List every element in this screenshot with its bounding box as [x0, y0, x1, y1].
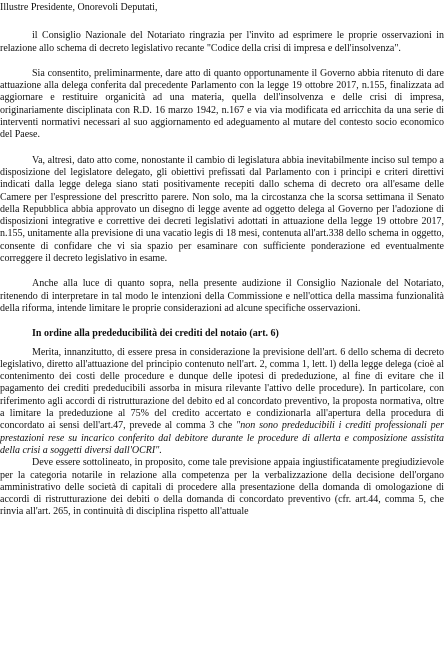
document-body	[0, 2, 444, 532]
paragraph-article-6	[0, 347, 444, 458]
paragraph-article-6-text: Merita, innanzitutto, di essere presa in considerazione la previsione dell'art. 6 dello schema di decreto legislativo, diretto all'attuazione del principio contenuto nell'art. 2, comma 1, lett. l) della legge delega (cioè al contenimento dei costi delle procedure e dunque delle ipotesi di prededuzione, al fine di evitare che il pagamento dei crediti prededucibili assorba in misura rilevante l'attivo delle procedure). In particolare, con riferimento agli accordi di ristrutturazione del debito ed al concordato preventivo, la proposta normativa, oltre a limitare la prededuzione al 75% del credito accertato e condizionarla all'apertura della procedura di concordato ai sensi dell'art.47, prevede al comma 3 che	[0, 346, 444, 432]
paragraph-intro: il Consiglio Nazionale del Notariato ringrazia per l'invito ad esprimere le proprie osservazioni in relazione allo schema di decreto legislativo recante "Codice della crisi di impresa e dell'insolvenza".	[0, 30, 444, 54]
section-heading: In ordine alla prededucibilità dei crediti del notaio (art. 6)	[32, 328, 279, 340]
paragraph-notarial-category: Deve essere sottolineato, in proposito, come tale previsione appaia ingiustificatamente pregiudizievole per la categoria notarile in relazione alla competenza per la verbalizzazione della decisione dell'organo amministrativo delle società di capitali di procedere alla presentazione della domanda di omologazione di accordi di ristrutturazione dei debiti o della domanda di concordato preventivo (cfr. art.44, comma 5, che rinvia all'art. 265, in continuità di disciplina rispetto all'attuale	[0, 457, 444, 518]
paragraph-hearing: Anche alla luce di quanto sopra, nella presente audizione il Consiglio Nazionale del Notariato, ritenendo di interpretare in tal modo le intenzioni della Commissione e nell'ottica della massima funzionalità della riforma, intende limitare le proprie considerazioni ad alcune specifiche osservazioni.	[0, 278, 444, 314]
paragraph-legislature: Va, altresì, dato atto come, nonostante il cambio di legislatura abbia inevitabilmente inciso sul tempo a disposizione del legislatore delegato, gli obiettivi prefissati dal Parlamento con i principi e criteri direttivi indicati dalla legge delega siano stati positivamente recepiti dallo schema di decreto ora all'esame delle Camere per l'espressione del prescritto parere. Non solo, ma la circostanza che la scorsa settimana il Senato della Repubblica abbia approvato un disegno di legge avente ad oggetto delega al Governo per l'adozione di disposizioni integrative e correttive dei decreti legislativi adottati in attuazione della legge 19 ottobre 2017, n.155, unitamente alla previsione di una vacatio legis di 18 mesi, contenuta all'art.338 dello schema in oggetto, consente di confidare che vi sia spazio per esaminare con sufficiente ponderazione ed eventualmente correggere il decreto legislativo in esame.	[0, 154, 444, 265]
salutation: Illustre Presidente, Onorevoli Deputati,	[0, 2, 158, 13]
paragraph-article-6-quote: "non sono prededucibili i crediti professionali per prestazioni rese su incarico conferito dal debitore durante le procedure di allerta e composizione assistita della crisi a soggetti diversi dall'OCRI".	[0, 420, 444, 456]
paragraph-preliminary: Sia consentito, preliminarmente, dare atto di quanto opportunamente il Governo abbia ritenuto di dare attuazione alla delega conferita dal precedente Parlamento con la legge 19 ottobre 2017, n.155, finalizzata ad aggiornare e restituire organicità ad una materia, quella dell'insolvenza e delle crisi di impresa, originariamente disciplinata con R.D. 16 marzo 1942, n.167 e via via modificata ed arricchita da una serie di interventi normativi necessari al suo aggiornamento ed adeguamento al mutare del contesto socio economico del Paese.	[0, 67, 444, 141]
